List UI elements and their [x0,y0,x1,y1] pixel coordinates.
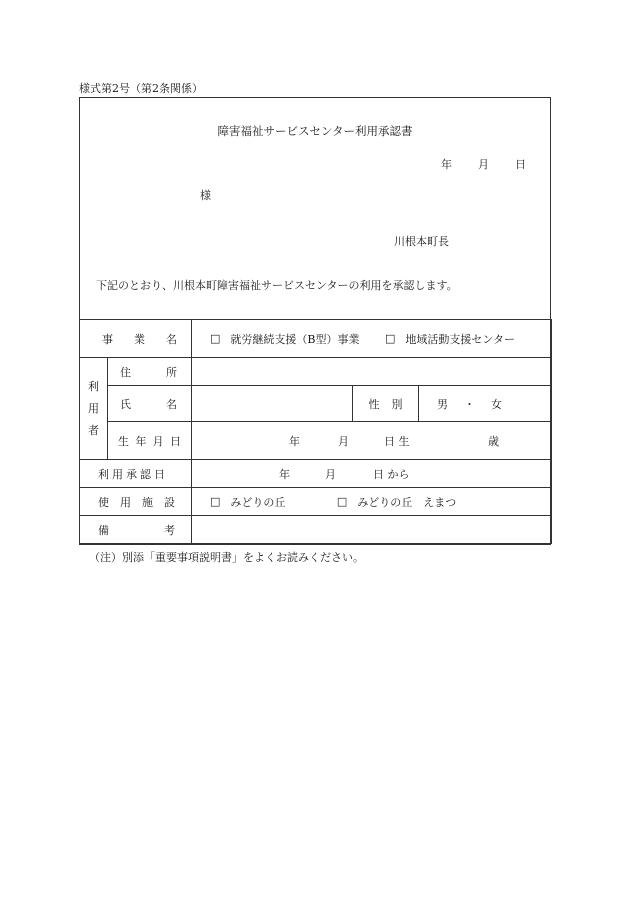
name-label-char: 氏 [120,397,131,411]
user-label-char: 者 [88,423,99,437]
gender-label-char: 別 [391,397,403,411]
gender-label-char: 性 [368,397,380,411]
approval-statement: 下記のとおり、川根本町障害福祉サービスセンターの利用を承認します。 [96,279,458,292]
user-label-char: 利 [88,379,99,393]
gender-label-cell [353,386,419,422]
address-label-char: 住 [120,365,131,379]
name-field[interactable] [192,386,353,422]
remarks-label-char: 考 [164,523,175,537]
remarks-field[interactable] [192,516,552,544]
issue-date-day: 日 [515,158,526,171]
birthdate-label-char: 月 [152,434,164,448]
facility-row [80,488,552,516]
checkbox-icon[interactable]: □ [336,495,348,508]
facility-label-char: 使 [98,495,109,509]
business-label-char: 名 [166,332,177,346]
business-option-label: 地域活動支援センター [405,332,515,346]
approval-date-label-cell [80,460,192,488]
birthdate-row [80,422,552,460]
approval-month: 月 [325,467,336,481]
facility-label-char: 施 [142,495,153,509]
facility-options-cell [192,488,552,516]
facility-label-char: 用 [120,495,131,509]
recipient-honorific: 様 [200,189,211,202]
business-label-char: 事 [102,332,113,346]
facility-option-midorinooka[interactable] [210,494,285,510]
birth-day: 日 生 [384,434,410,448]
remarks-row [80,516,552,544]
checkbox-icon[interactable]: □ [210,495,221,508]
issue-date [441,156,526,172]
approval-day-from: 日 から [373,467,410,481]
user-group-label-cell [80,358,108,460]
approval-label-char: 日 [154,467,165,481]
facility-option-midorinooka-emaatsu[interactable] [337,494,456,510]
business-options-cell [192,320,552,358]
business-row [80,320,552,358]
gender-value-cell[interactable] [419,386,552,422]
business-option-label: 就労継続支援（B型）事業 [230,332,360,346]
address-label-cell [108,358,192,386]
birthdate-label-cell [108,422,192,460]
approval-date-row [80,460,552,488]
issue-date-month: 月 [478,158,489,171]
facility-label-cell [80,488,192,516]
remarks-label-char: 備 [98,523,109,537]
checkbox-icon[interactable]: □ [385,332,396,345]
business-option-b-type[interactable] [210,331,360,347]
birth-year: 年 [289,434,300,448]
facility-option-label: みどりの丘 [230,495,286,509]
age: 歳 [488,434,499,448]
address-row [80,358,552,386]
gender-separator: ・ [464,397,475,411]
facility-option-label: みどりの丘 えまつ [357,495,457,509]
document-title: 障害福祉サービスセンター利用承認書 [217,124,413,138]
user-label-char: 用 [88,401,99,415]
birthdate-label-char: 生 [118,434,129,448]
name-row [80,386,552,422]
gender-female[interactable]: 女 [491,397,502,411]
name-label-cell [108,386,192,422]
business-label-cell [80,320,192,358]
name-label-char: 名 [166,397,177,411]
checkbox-icon[interactable]: □ [210,332,221,345]
approval-label-char: 利 [98,467,109,481]
issue-date-year: 年 [441,158,452,171]
form-number: 様式第2号（第2条関係） [79,82,203,95]
approval-label-char: 承 [126,467,137,481]
address-field[interactable] [192,358,552,386]
approval-date-field[interactable] [192,460,552,488]
facility-label-char: 設 [164,495,175,509]
approval-label-char: 認 [140,467,151,481]
gender-male[interactable]: 男 [437,397,448,411]
birthdate-field[interactable] [192,422,552,460]
approval-label-char: 用 [112,467,123,481]
business-label-char: 業 [134,332,145,346]
birthdate-label-char: 日 [169,434,181,448]
remarks-label-cell [80,516,192,544]
business-option-community-center[interactable] [385,331,515,347]
issuer-name: 川根本町長 [394,235,449,248]
address-label-char: 所 [166,365,177,379]
footnote: （注）別添「重要事項説明書」をよくお読みください。 [89,551,364,564]
birth-month: 月 [338,434,349,448]
approval-details-table [79,319,552,544]
approval-year: 年 [279,467,290,481]
birthdate-label-char: 年 [135,434,147,448]
